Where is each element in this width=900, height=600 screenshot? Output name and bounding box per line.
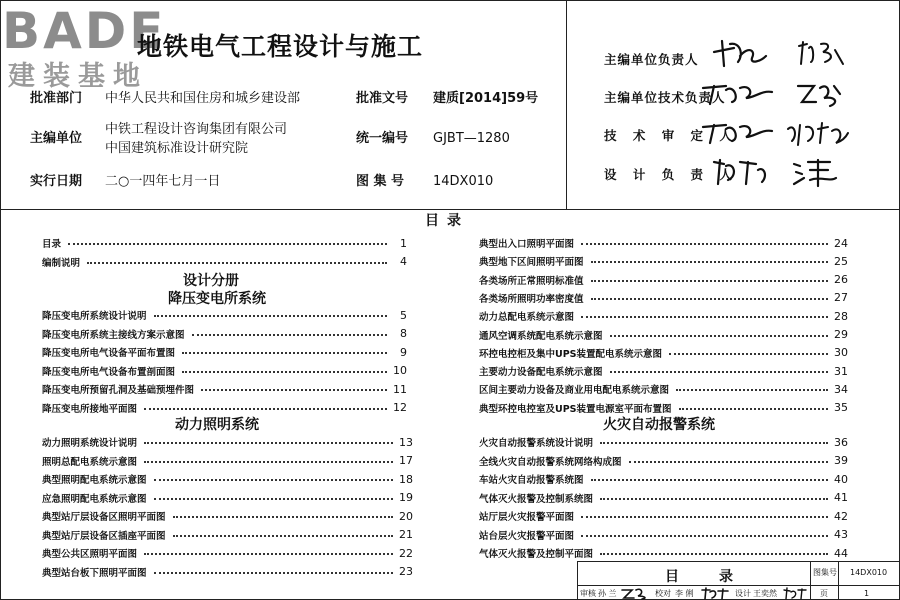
toc-row-title: 区间主要动力设备及商业用电配电系统示意图	[479, 385, 670, 397]
toc-row[interactable]	[479, 236, 848, 250]
toc-row-leader-dots	[591, 298, 828, 300]
toc-row-leader-dots	[68, 243, 387, 245]
toc-row-page: 9	[400, 345, 407, 359]
toc-row-title: 降压变电所系统设计说明	[42, 311, 147, 322]
toc-row-title: 环控电控柜及集中UPS装置配电系统示意图	[479, 348, 663, 360]
toc-row-page: 26	[834, 273, 848, 287]
toc-row-leader-dots	[581, 316, 828, 318]
toc-row-leader-dots	[154, 498, 393, 500]
titleblock-top-line	[577, 561, 899, 562]
titleblock-divider-2	[838, 561, 839, 600]
toc-row-leader-dots	[591, 479, 828, 481]
toc-row-page: 22	[399, 546, 413, 560]
toc-row-leader-dots	[591, 280, 828, 282]
toc-row[interactable]	[42, 546, 413, 560]
toc-row[interactable]	[479, 509, 848, 523]
toc-row-page: 11	[393, 382, 407, 396]
toc-row[interactable]	[42, 382, 407, 396]
toc-row[interactable]	[479, 435, 848, 449]
toc-row-title: 降压变电所电气设备布置剖面图	[42, 366, 176, 378]
section-title-power-lighting: 动力照明系统	[175, 417, 259, 433]
toc-row-page: 27	[834, 291, 848, 305]
toc-row-title: 降压变电所电气设备平面布置图	[42, 348, 176, 359]
toc-row-leader-dots	[144, 408, 387, 410]
toc-row[interactable]	[42, 491, 413, 505]
toc-row-leader-dots	[581, 535, 828, 537]
signature-4b	[790, 156, 840, 188]
toc-row-title: 降压变电所预留孔洞及基础预埋件图	[42, 385, 195, 396]
editor-unit-label: 主编单位	[30, 131, 83, 146]
titleblock-review-name: 孙 兰	[598, 589, 617, 598]
toc-row-leader-dots	[173, 535, 393, 537]
toc-row-leader-dots	[679, 408, 828, 410]
titleblock-divider-1	[810, 561, 811, 600]
toc-row[interactable]	[479, 291, 848, 305]
toc-row-leader-dots	[201, 389, 387, 391]
toc-row-title: 典型环控电控室及UPS装置电源室平面布置图	[479, 403, 672, 415]
toc-row-page: 36	[834, 435, 848, 449]
tech-review-label: 技 术 审 定 人	[604, 128, 738, 143]
toc-row-page: 10	[393, 364, 407, 377]
signature-1b	[795, 38, 847, 68]
logo-text: BADE	[2, 2, 167, 60]
page-title: 地铁电气工程设计与施工	[137, 32, 424, 61]
approval-doc-value: 建质[2014]59号	[433, 91, 539, 106]
toc-row-leader-dots	[669, 353, 828, 355]
toc-row-title: 编制说明	[42, 257, 81, 269]
toc-row-page: 13	[399, 435, 413, 449]
toc-row-leader-dots	[610, 371, 828, 373]
toc-row-title: 典型站厅层设备区照明平面图	[42, 512, 166, 523]
titleblock-atlas-label: 图集号	[813, 568, 837, 577]
toc-row-page: 17	[399, 454, 413, 467]
toc-row[interactable]	[479, 364, 848, 378]
toc-row-leader-dots	[144, 461, 393, 463]
toc-row[interactable]	[479, 328, 848, 342]
toc-row-title: 火灾自动报警系统设计说明	[479, 438, 594, 449]
signature-3b	[784, 119, 850, 149]
toc-row-page: 12	[393, 401, 407, 414]
toc-row-page: 19	[399, 491, 413, 504]
toc-row[interactable]	[479, 546, 848, 560]
titleblock-design-name: 王奕然	[753, 589, 777, 598]
toc-row-title: 全线火灾自动报警系统网络构成图	[479, 456, 622, 468]
toc-row-title: 站厅层火灾报警平面图	[479, 512, 575, 523]
toc-row-leader-dots	[581, 516, 828, 518]
toc-row-page: 44	[834, 546, 848, 560]
toc-row-title: 典型站厅层设备区插座平面图	[42, 530, 166, 542]
toc-row[interactable]	[479, 454, 848, 468]
titleblock-review-signature	[620, 586, 650, 600]
toc-row-leader-dots	[610, 335, 828, 337]
toc-row-page: 4	[400, 255, 407, 268]
chief-editor-label: 主编单位负责人	[604, 52, 699, 67]
toc-row-leader-dots	[173, 516, 393, 518]
toc-row-title: 各类场所正常照明标准值	[479, 275, 584, 287]
toc-row-leader-dots	[600, 553, 828, 555]
signature-4a	[710, 156, 772, 188]
section-title-substation: 降压变电所系统	[168, 291, 266, 307]
toc-row-page: 35	[834, 401, 848, 415]
toc-row[interactable]	[479, 382, 848, 396]
toc-row-leader-dots	[182, 371, 387, 373]
titleblock-page-label: 页	[820, 589, 828, 598]
date-value: 二○一四年七月一日	[105, 174, 221, 189]
toc-row[interactable]	[479, 309, 848, 323]
toc-row-page: 21	[399, 528, 413, 541]
toc-row-leader-dots	[182, 352, 387, 354]
toc-row-leader-dots	[154, 315, 387, 317]
logo-subtext: 建装基地	[8, 61, 148, 92]
toc-row[interactable]	[42, 327, 407, 341]
toc-row-title: 车站火灾自动报警系统图	[479, 475, 584, 486]
toc-row[interactable]	[42, 435, 413, 449]
toc-row-page: 1	[400, 236, 407, 250]
toc-row-title: 各类场所照明功率密度值	[479, 293, 584, 305]
toc-row-page: 5	[400, 308, 407, 322]
toc-row-title: 动力总配电系统示意图	[479, 312, 575, 324]
toc-row-leader-dots	[676, 389, 828, 391]
toc-row-title: 典型出入口照明平面图	[479, 239, 575, 250]
unified-no-value: GJBT—1280	[433, 131, 510, 146]
toc-row[interactable]	[42, 565, 413, 579]
toc-row-page: 30	[834, 346, 848, 360]
toc-row-page: 41	[834, 491, 848, 504]
unified-no-label: 统一编号	[356, 131, 409, 146]
toc-row[interactable]	[479, 528, 848, 542]
toc-row-page: 24	[834, 236, 848, 250]
signature-3a	[700, 119, 776, 147]
toc-row-title: 通风空调系统配电系统示意图	[479, 330, 603, 342]
toc-row-title: 典型地下区间照明平面图	[479, 257, 584, 269]
toc-row-page: 8	[400, 327, 407, 340]
atlas-no-label: 图 集 号	[356, 174, 405, 189]
toc-row[interactable]	[42, 364, 407, 378]
toc-row-leader-dots	[600, 498, 828, 500]
toc-row-page: 29	[834, 328, 848, 341]
toc-row-leader-dots	[154, 479, 393, 481]
editor-unit-value-2: 中国建筑标准设计研究院	[105, 141, 249, 156]
titleblock-design-signature	[782, 586, 808, 600]
toc-row[interactable]	[42, 401, 407, 415]
toc-row-leader-dots	[144, 553, 393, 555]
titleblock-check-signature	[700, 586, 730, 600]
approval-dept-label: 批准部门	[30, 91, 83, 106]
approval-doc-label: 批准文号	[356, 91, 409, 106]
date-label: 实行日期	[30, 174, 83, 189]
toc-row-page: 40	[834, 472, 848, 486]
titleblock-left-line	[577, 561, 578, 600]
toc-row-title: 应急照明配电系统示意图	[42, 493, 147, 505]
toc-row[interactable]	[42, 454, 413, 468]
titleblock-name: 目 录	[665, 569, 737, 585]
toc-row-page: 42	[834, 509, 848, 523]
editor-unit-value-1: 中铁工程设计咨询集团有限公司	[105, 122, 288, 137]
toc-row-title: 典型公共区照明平面图	[42, 549, 138, 560]
titleblock-check-label: 校对	[655, 589, 671, 598]
toc-row[interactable]	[479, 254, 848, 268]
toc-row[interactable]	[479, 491, 848, 505]
toc-row-leader-dots	[600, 442, 828, 444]
toc-row-title: 典型站台板下照明平面图	[42, 567, 147, 579]
design-lead-label: 设 计 负 责 人	[604, 167, 738, 182]
toc-row-title: 站台层火灾报警平面图	[479, 530, 575, 542]
toc-row-title: 气体灭火报警及控制平面图	[479, 549, 594, 560]
toc-row[interactable]	[42, 308, 407, 322]
toc-row-title: 降压变电所系统主接线方案示意图	[42, 329, 185, 341]
toc-row-leader-dots	[192, 334, 387, 336]
header-vertical-divider	[566, 0, 567, 209]
toc-row[interactable]	[479, 346, 848, 360]
titleblock-design-label: 设计	[735, 589, 751, 598]
toc-row-page: 23	[399, 565, 413, 578]
toc-row[interactable]	[42, 509, 413, 523]
toc-row-page: 28	[834, 309, 848, 323]
toc-row-title: 动力照明系统设计说明	[42, 438, 138, 449]
toc-row-page: 18	[399, 472, 413, 486]
toc-row[interactable]	[42, 255, 407, 269]
signature-2b	[794, 80, 846, 110]
toc-row-title: 照明总配电系统示意图	[42, 456, 138, 468]
toc-row[interactable]	[479, 472, 848, 486]
titleblock-page-value: 1	[864, 589, 870, 598]
signature-2a	[700, 80, 776, 108]
section-title-fire-alarm: 火灾自动报警系统	[603, 417, 715, 433]
toc-row-leader-dots	[154, 572, 393, 574]
toc-row-leader-dots	[629, 461, 828, 463]
part-title: 设计分册	[183, 273, 239, 289]
toc-row-title: 典型照明配电系统示意图	[42, 475, 147, 486]
toc-row[interactable]	[42, 472, 413, 486]
toc-row-page: 20	[399, 509, 413, 523]
toc-row-page: 25	[834, 254, 848, 268]
toc-row-title: 目录	[42, 239, 62, 250]
toc-row-page: 43	[834, 528, 848, 541]
toc-row-leader-dots	[591, 261, 828, 263]
toc-row-title: 主要动力设备配电系统示意图	[479, 367, 603, 379]
toc-row[interactable]	[42, 528, 413, 542]
toc-title: 目录	[425, 213, 469, 229]
toc-row-leader-dots	[581, 243, 828, 245]
toc-row[interactable]	[479, 273, 848, 287]
atlas-no-value: 14DX010	[433, 174, 494, 189]
toc-row[interactable]	[479, 401, 848, 415]
titleblock-check-name: 李 俐	[675, 589, 694, 598]
toc-row-title: 降压变电所接地平面图	[42, 403, 138, 415]
signature-1a	[710, 36, 770, 70]
titleblock-review-label: 审核	[580, 589, 596, 598]
toc-row-page: 39	[834, 454, 848, 467]
toc-row[interactable]	[42, 345, 407, 359]
titleblock-atlas-value: 14DX010	[850, 568, 888, 577]
approval-dept-value: 中华人民共和国住房和城乡建设部	[105, 91, 301, 106]
toc-row-page: 31	[834, 364, 848, 378]
toc-row[interactable]	[42, 236, 407, 250]
toc-row-title: 气体灭火报警及控制系统图	[479, 493, 594, 505]
toc-row-leader-dots	[144, 442, 393, 444]
chief-tech-label: 主编单位技术负责人	[604, 90, 726, 105]
toc-row-leader-dots	[87, 262, 387, 264]
toc-row-page: 34	[834, 382, 848, 396]
